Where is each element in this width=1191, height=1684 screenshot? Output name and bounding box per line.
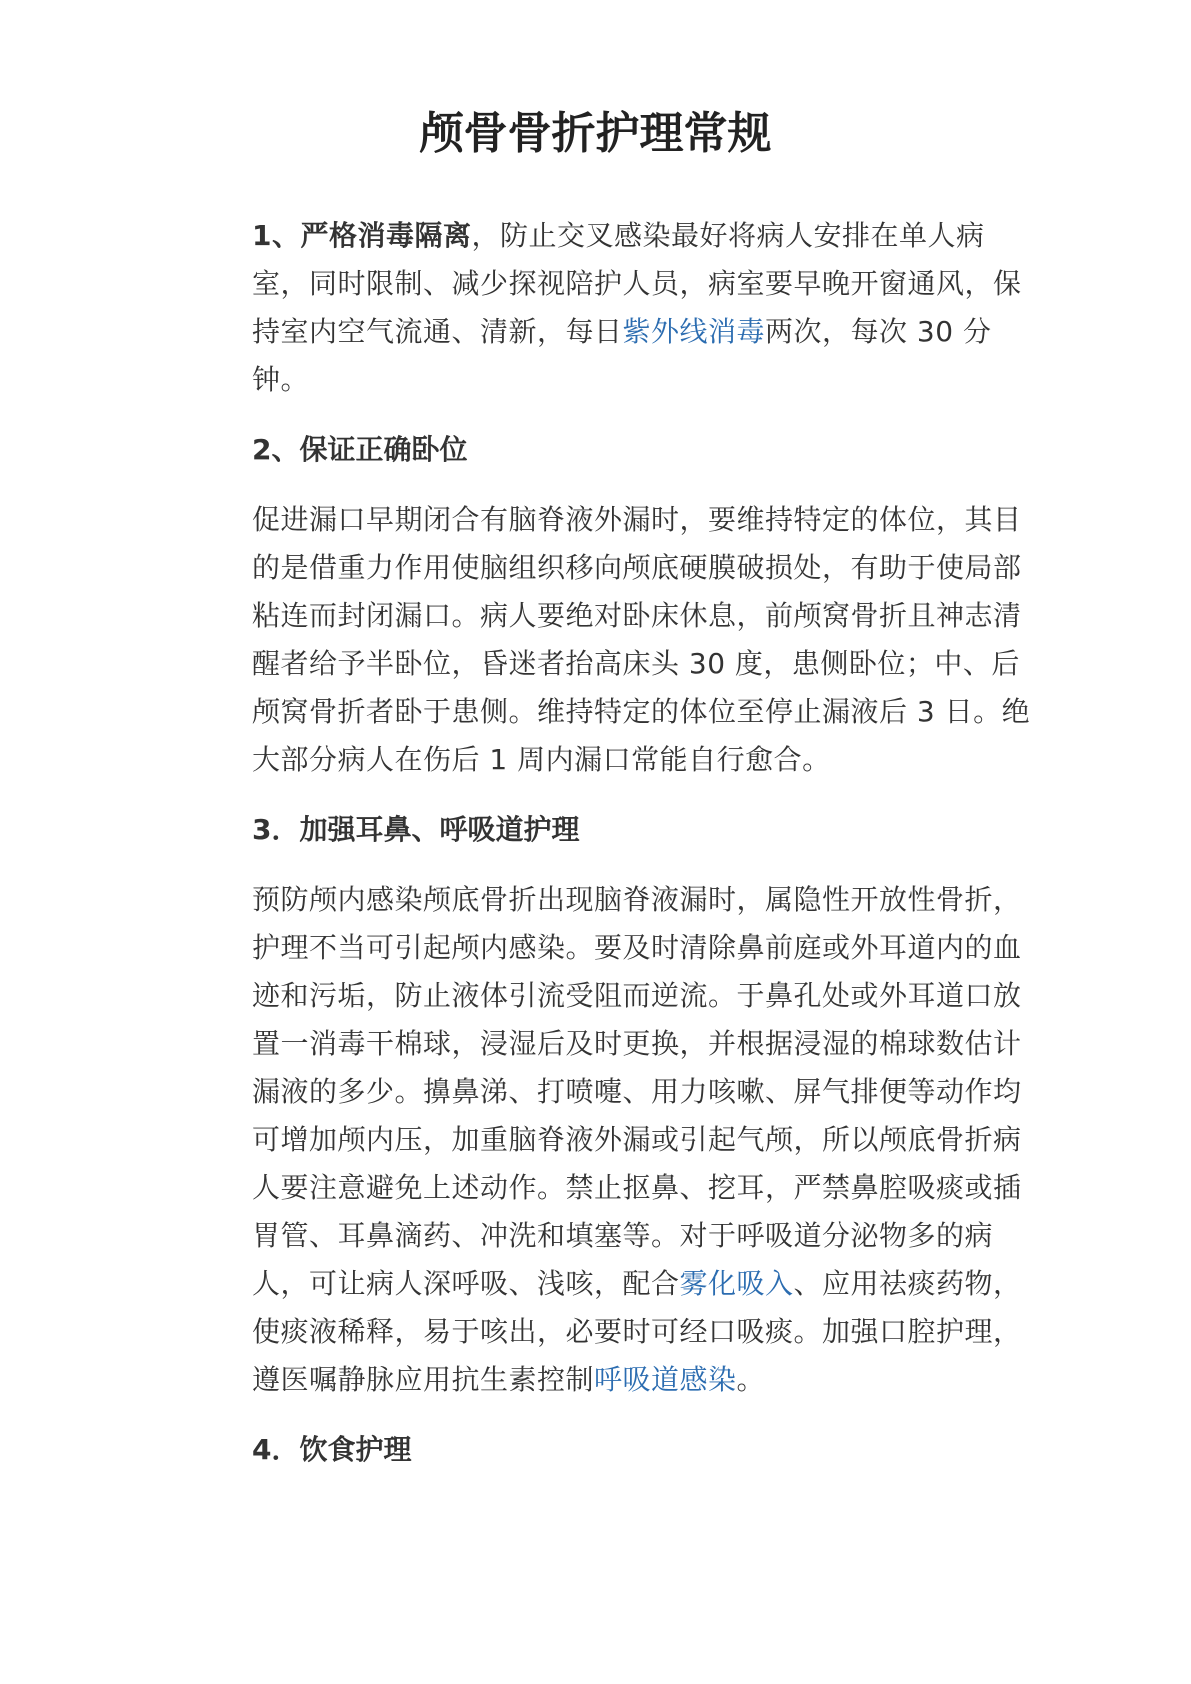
respiratory-infection-link[interactable]: 呼吸道感染	[594, 1363, 737, 1396]
section-3-text-3: 。	[736, 1363, 766, 1396]
document-body	[252, 212, 1032, 1496]
section-3-heading: 3．加强耳鼻、呼吸道护理	[252, 813, 580, 846]
section-3-text-2: 、应用祛痰药物，使痰液稀释，易于咳出，必要时可经口吸痰。加强口腔护理，遵医嘱静脉应用抗生素控制	[252, 1267, 1022, 1396]
section-2-paragraph: 促进漏口早期闭合有脑脊液外漏时，要维持特定的体位，其目的是借重力作用使脑组织移向颅底硬膜破损处，有助于使局部粘连而封闭漏口。病人要绝对卧床休息，前颅窝骨折且神志清醒者给予半卧位，昏迷者抬高床头 30 度，患侧卧位；中、后颅窝骨折者卧于患侧。维持特定的体位至停止漏液后 3 日。绝大部分病人在伤后 1 周内漏口常能自行愈合。	[252, 503, 1031, 776]
section-1-text-end: 两次，每次 30 分钟。	[252, 315, 992, 396]
section-1-heading: 1、严格消毒隔离	[252, 219, 472, 252]
section-1-paragraph	[252, 212, 1032, 404]
section-3-text-1: 预防颅内感染颅底骨折出现脑脊液漏时，属隐性开放性骨折，护理不当可引起颅内感染。要及时清除鼻前庭或外耳道内的血迹和污垢，防止液体引流受阻而逆流。于鼻孔处或外耳道口放置一消毒干棉球，浸湿后及时更换，并根据浸湿的棉球数估计漏液的多少。擤鼻涕、打喷嚏、用力咳嗽、屏气排便等动作均可增加颅内压，加重脑脊液外漏或引起气颅，所以颅底骨折病人要注意避免上述动作。禁止抠鼻、挖耳，严禁鼻腔吸痰或插胃管、耳鼻滴药、冲洗和填塞等。对于呼吸道分泌物多的病人，可让病人深呼吸、浅咳，配合	[252, 883, 1022, 1300]
section-4-heading: 4．饮食护理	[252, 1433, 412, 1466]
uv-disinfection-link[interactable]: 紫外线消毒	[622, 315, 766, 348]
section-3-paragraph	[252, 876, 1032, 1404]
section-2-heading: 2、保证正确卧位	[252, 433, 468, 466]
section-1-text: ，防止交叉感染最好将病人安排在单人病室，同时限制、减少探视陪护人员，病室要早晚开窗通风，保持室内空气流通、清新，每日	[252, 219, 1022, 348]
nebulization-link[interactable]: 雾化吸入	[679, 1267, 794, 1300]
page-title: 颅骨骨折护理常规	[419, 108, 772, 159]
